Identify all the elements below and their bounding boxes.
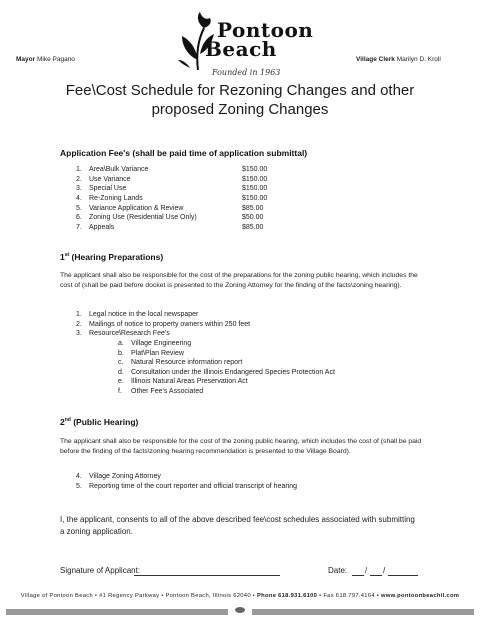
- fee-name: Appeals: [89, 224, 115, 232]
- list-text: Village Zoning Attorney: [89, 473, 161, 480]
- sub-list-text: Natural Resource information report: [131, 359, 243, 366]
- fee-number: 3.: [76, 185, 82, 193]
- mayor-label: Mayor: [16, 56, 36, 63]
- footer-website: www.pontoonbeachil.com: [381, 593, 460, 599]
- clerk-name: Marilyn D. Kroll: [396, 56, 441, 63]
- heading-text: (Hearing Preparations): [69, 252, 164, 262]
- fee-amount: $150.00: [242, 175, 268, 183]
- sub-list-letter: c.: [118, 359, 124, 366]
- public-hearing-paragraph: The applicant shall also be responsible for the cost of the zoning public hearing, which includes the cost of (shall be paid before the finding of the facts\zoning hearing recommendation is presented to the Village Board).: [60, 438, 422, 455]
- sub-list-letter: b.: [118, 349, 124, 357]
- mayor-name: Mike Pagano: [36, 56, 75, 63]
- date-day-line[interactable]: [370, 575, 382, 576]
- sub-list-letter: a.: [118, 340, 124, 347]
- consent-statement: I, the applicant, consents to all of the above described fee\cost schedules associated with submitting a zoning application.: [60, 515, 415, 536]
- fee-name: Zoning Use (Residential Use Only): [89, 214, 197, 222]
- founded-text: Founded in 1963: [212, 68, 281, 77]
- fee-number: 1.: [76, 166, 82, 173]
- fee-name: Re-Zoning Lands: [89, 195, 143, 203]
- hearing-preparations-heading: [60, 252, 163, 262]
- fee-number: 7.: [76, 224, 82, 232]
- footer-phone: Phone 618.931.6100: [257, 593, 318, 599]
- application-fees-heading: Application Fee's (shall be paid time of application submittal): [60, 148, 308, 158]
- hearing-preparations-paragraph: The applicant shall also be responsible for the cost of the preparations for the zoning public hearing, which includes the cost of (shall be paid before docket is presented to the Zoning Attorney for the finding of the facts\zoning hearing).: [60, 272, 418, 289]
- fee-name: Use Variance: [89, 175, 131, 183]
- sub-list-letter: f.: [118, 387, 122, 395]
- fee-row: [76, 176, 336, 186]
- list-text: Mailings of notice to property owners within 250 feet: [89, 320, 251, 328]
- sub-list-text: Consultation under the Illinois Endangered Species Protection Act: [131, 368, 335, 376]
- page-title-line1: Fee\Cost Schedule for Rezoning Changes and other: [65, 82, 415, 99]
- list-number: 5.: [76, 482, 82, 490]
- list-text: Legal notice in the local newspaper: [89, 311, 199, 318]
- logo-text-beach: Beach: [205, 37, 277, 61]
- date-year-line[interactable]: [388, 575, 418, 576]
- signature-label: Signature of Applicant:: [60, 566, 141, 575]
- heading-text: (Public Hearing): [70, 417, 139, 427]
- date-slash: /: [383, 566, 386, 575]
- date-label: Date:: [328, 566, 348, 575]
- fee-amount: $150.00: [242, 195, 268, 203]
- list-text: Reporting time of the court reporter and official transcript of hearing: [89, 482, 298, 490]
- footer-ornament-icon: [228, 605, 252, 617]
- footer-fax: • Fax 618.797.4164 •: [317, 593, 382, 599]
- fee-name: Variance Application & Review: [89, 204, 184, 212]
- ordinal-number: 2: [60, 417, 65, 427]
- fee-row: [76, 214, 336, 224]
- ordinal-number: 1: [60, 252, 65, 262]
- fee-number: 2.: [76, 175, 82, 183]
- mayor-line: [16, 56, 75, 63]
- list-number: 1.: [76, 311, 82, 318]
- sub-list-letter: d.: [118, 368, 124, 376]
- date-month-line[interactable]: [352, 575, 364, 576]
- fee-number: 4.: [76, 195, 82, 203]
- clerk-label: Village Clerk: [356, 56, 395, 63]
- sub-list-text: Village Engineering: [131, 340, 192, 347]
- list-number: 3.: [76, 330, 82, 337]
- date-slash: /: [365, 566, 368, 575]
- public-hearing-heading: [60, 417, 138, 427]
- fee-row: [76, 185, 336, 195]
- footer-address-text: Village of Pontoon Beach • #1 Regency Parkway • Pontoon Beach, Illinois 62040 •: [20, 593, 257, 599]
- sub-list-text: Plat\Plan Review: [131, 349, 184, 357]
- sub-list-text: Other Fee's Associated: [131, 387, 204, 395]
- fee-number: 6.: [76, 214, 82, 222]
- fee-row: [76, 205, 336, 215]
- ordinal-suffix: st: [64, 252, 70, 259]
- page-title-line2: proposed Zoning Changes: [151, 101, 329, 118]
- fee-amount: $150.00: [242, 166, 268, 173]
- fee-amount: $150.00: [242, 185, 268, 193]
- fee-amount: $85.00: [242, 204, 264, 212]
- fee-row: [76, 195, 336, 205]
- fee-row: [76, 224, 336, 234]
- ordinal-suffix: nd: [64, 417, 71, 424]
- fee-name: Area\Bulk Variance: [89, 166, 149, 173]
- list-text: Resource\Research Fee's: [89, 330, 170, 337]
- sub-list-letter: e.: [118, 378, 124, 385]
- sub-list-text: Illinois Natural Areas Preservation Act: [131, 378, 248, 385]
- fee-row: [76, 166, 336, 176]
- fee-name: Special Use: [89, 185, 127, 193]
- list-number: 2.: [76, 320, 82, 328]
- logo-text-pontoon: Pontoon: [217, 18, 314, 42]
- fee-list: [76, 166, 336, 234]
- list-number: 4.: [76, 473, 82, 480]
- fee-number: 5.: [76, 204, 82, 212]
- signature-line[interactable]: [134, 575, 280, 576]
- fee-amount: $50.00: [242, 214, 264, 222]
- fee-amount: $85.00: [242, 224, 264, 232]
- footer-address: [0, 593, 480, 599]
- clerk-line: [356, 56, 441, 63]
